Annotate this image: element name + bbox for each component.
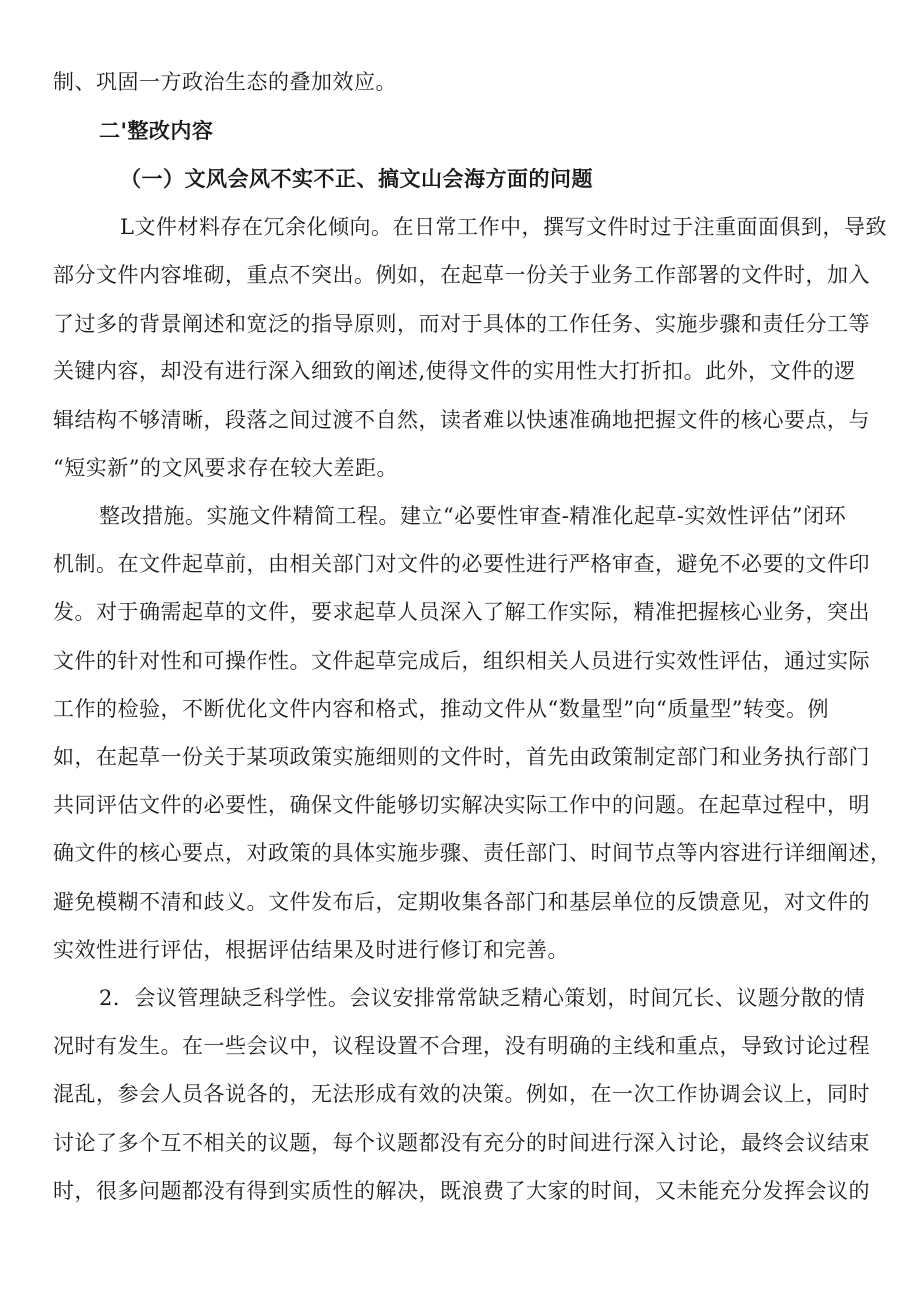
text-line-1: 制、巩固一方政治生态的叠加效应。 [53,70,397,94]
text-line-14: 工作的检验，不断优化文件内容和格式，推动文件从“数量型”向“质量型”转变。例 [53,697,829,721]
text-line-15: 如，在起草一份关于某项政策实施细则的文件时，首先由政策制定部门和业务执行部门 [53,745,870,769]
text-line-11: 机制。在文件起草前，由相关部门对文件的必要性进行严格审查，避免不必要的文件印 [53,552,870,576]
text-line-10: 整改措施。实施文件精简工程。建立“必要性审查-精准化起草-实效性评估”闭环 [99,504,847,528]
text-line-4: L文件材料存在冗余化倾向。在日常工作中，撰写文件时过于注重面面俱到，导致 [120,215,887,239]
text-line-7: 关键内容，却没有进行深入细致的阐述,使得文件的实用性大打折扣。此外，文件的逻 [53,359,856,383]
subsection-heading: （一）文风会风不实不正、搞文山会海方面的问题 [120,166,593,191]
text-line-5: 部分文件内容堆砌，重点不突出。例如，在起草一份关于业务工作部署的文件时，加入 [53,263,870,287]
text-line-9: “短实新”的文风要求存在较大差距。 [53,456,398,480]
section-heading: 二'整改内容 [99,118,214,143]
text-line-12: 发。对于确需起草的文件，要求起草人员深入了解工作实际，精准把握核心业务，突出 [53,600,870,624]
text-line-23: 讨论了多个互不相关的议题，每个议题都没有充分的时间进行深入讨论，最终会议结束 [53,1131,870,1155]
text-line-8: 辑结构不够清晰，段落之间过渡不自然，读者难以快速准确地把握文件的核心要点，与 [53,408,870,432]
text-line-22: 混乱，参会人员各说各的，无法形成有效的决策。例如，在一次工作协调会议上，同时 [53,1082,870,1106]
text-line-19: 实效性进行评估，根据评估结果及时进行修订和完善。 [53,938,569,962]
text-line-20: 2．会议管理缺乏科学性。会议安排常常缺乏精心策划，时间冗长、议题分散的情 [99,986,866,1010]
text-line-21: 况时有发生。在一些会议中，议程设置不合理，没有明确的主线和重点，导致讨论过程 [53,1034,870,1058]
text-line-24: 时，很多问题都没有得到实质性的解决，既浪费了大家的时间，又未能充分发挥会议的 [53,1179,870,1203]
text-line-6: 了过多的背景阐述和宽泛的指导原则，而对于具体的工作任务、实施步骤和责任分工等 [53,312,870,336]
text-line-13: 文件的针对性和可操作性。文件起草完成后，组织相关人员进行实效性评估，通过实际 [53,649,870,673]
text-line-16: 共同评估文件的必要性，确保文件能够切实解决实际工作中的问题。在起草过程中，明 [53,793,870,817]
text-line-17: 确文件的核心要点，对政策的具体实施步骤、责任部门、时间节点等内容进行详细阐述， [53,841,892,865]
text-line-18: 避免模糊不清和歧义。文件发布后，定期收集各部门和基层单位的反馈意见，对文件的 [53,890,870,914]
